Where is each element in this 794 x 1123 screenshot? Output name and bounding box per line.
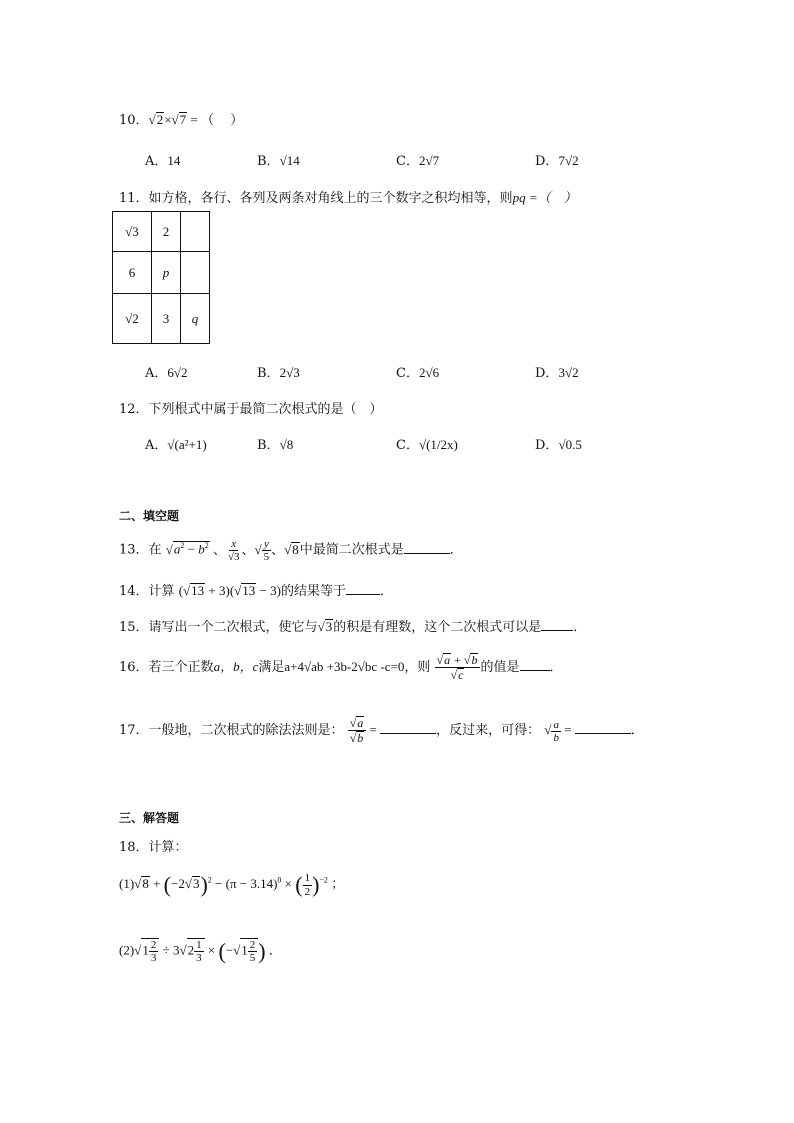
grid-cell: q <box>181 294 210 344</box>
answer-blank[interactable] <box>380 723 436 734</box>
q11-number: 11． <box>119 191 149 206</box>
q15-expression: √3 <box>317 619 333 634</box>
q10-option-c[interactable]: C．2√7 <box>396 153 440 169</box>
q17-radical-fraction: √ $\frac{a}{b}$ = <box>544 718 575 744</box>
q12-option-a[interactable]: A．√(a²+1) <box>145 437 207 453</box>
q10-option-b[interactable]: B．√14 <box>257 153 300 169</box>
grid-cell: 3 <box>152 294 181 344</box>
q16-fraction: $\frac{√a + √b}{√c}$ <box>435 653 481 682</box>
q13-expression: $√a^2 - b^2$ 、 $\frac{x}{√3}$ 、√ $\frac{y}{5}$ 、√8 <box>165 538 299 564</box>
grid-cell: √3 <box>113 212 152 252</box>
grid-cell <box>181 212 210 252</box>
answer-blank[interactable] <box>520 660 550 671</box>
q11-option-b[interactable]: B．2√3 <box>257 365 300 381</box>
q18-part1: $(1)√8 + (-2√3)^2 - (\pi - 3.14)^0$ × ( $\frac{1}{2}$ )$^{-2}$ ； <box>119 872 345 898</box>
q10-option-a[interactable]: A．14 <box>145 153 181 169</box>
q11-stem <box>119 187 577 206</box>
answer-blank[interactable] <box>541 620 573 631</box>
q14: 14．计算 (√13 + 3)(√13 − 3)的结果等于 ． <box>119 583 393 599</box>
section-solve-heading: 三、解答题 <box>119 811 180 825</box>
q16-condition: a+4√ab +3b-2√bc -c=0 <box>284 659 405 675</box>
q14-expression: (√13 + 3)(√13 − 3) <box>178 583 281 598</box>
answer-blank[interactable] <box>575 723 631 734</box>
q10-option-d[interactable]: D．7√2 <box>535 153 579 169</box>
q13: 13．在 $√a^2 - b^2$ 、 $\frac{x}{√3}$ 、√ $\frac{y}{5}$ 、√8中最简二次根式是 ． <box>119 538 463 564</box>
q10-stem <box>119 109 243 128</box>
grid-cell: 6 <box>113 252 152 294</box>
q18-part2: (2)√1 $\frac{2}{3}$ ÷ 3√2 $\frac{1}{3}$ × (−√1 $\frac{2}{5}$ ) ． <box>119 938 282 965</box>
q11-expression: pq =（ ） <box>512 190 577 205</box>
q18-stem: 18．计算： <box>119 840 188 855</box>
q12-option-c[interactable]: C．√(1/2x) <box>396 437 458 453</box>
q12-option-b[interactable]: B．√8 <box>257 437 294 453</box>
q12-number: 12． <box>119 402 149 417</box>
q10-expression: √2×√7 = （ ） <box>148 112 244 127</box>
grid-cell: p <box>152 252 181 294</box>
q11-option-c[interactable]: C．2√6 <box>396 365 440 381</box>
q12-text: 下列根式中属于最简二次根式的是（ ） <box>148 402 383 417</box>
answer-blank[interactable] <box>346 584 380 595</box>
q11-option-a[interactable]: A．6√2 <box>145 365 188 381</box>
answer-blank[interactable] <box>404 543 450 554</box>
q11-text: 如方格，各行、各列及两条对角线上的三个数字之积均相等，则 <box>148 191 513 206</box>
grid-cell: √2 <box>113 294 152 344</box>
q17: 17．一般地，二次根式的除法法则是： $\frac{√a}{√b}$ = ，反过来，可得： √ $\frac{a}{b}$ = ． <box>119 716 644 746</box>
q15: 15．请写出一个二次根式，使它与√3的积是有理数，这个二次根式可以是 ． <box>119 619 587 635</box>
section-fill-in-heading: 二、填空题 <box>119 509 180 523</box>
q12-option-d[interactable]: D．√0.5 <box>535 437 582 453</box>
q11-grid <box>112 211 210 344</box>
q12-stem <box>119 398 383 417</box>
grid-cell: 2 <box>152 212 181 252</box>
q17-fraction-left: $\frac{√a}{√b}$ <box>348 716 367 745</box>
q10-number: 10． <box>119 113 149 128</box>
q16: 16．若三个正数a，b，c满足a+4√ab +3b-2√bc -c=0，则 $\frac{√a + √b}{√c}$ 的值是 ． <box>119 653 563 683</box>
grid-cell <box>181 252 210 294</box>
q11-option-d[interactable]: D．3√2 <box>535 365 579 381</box>
